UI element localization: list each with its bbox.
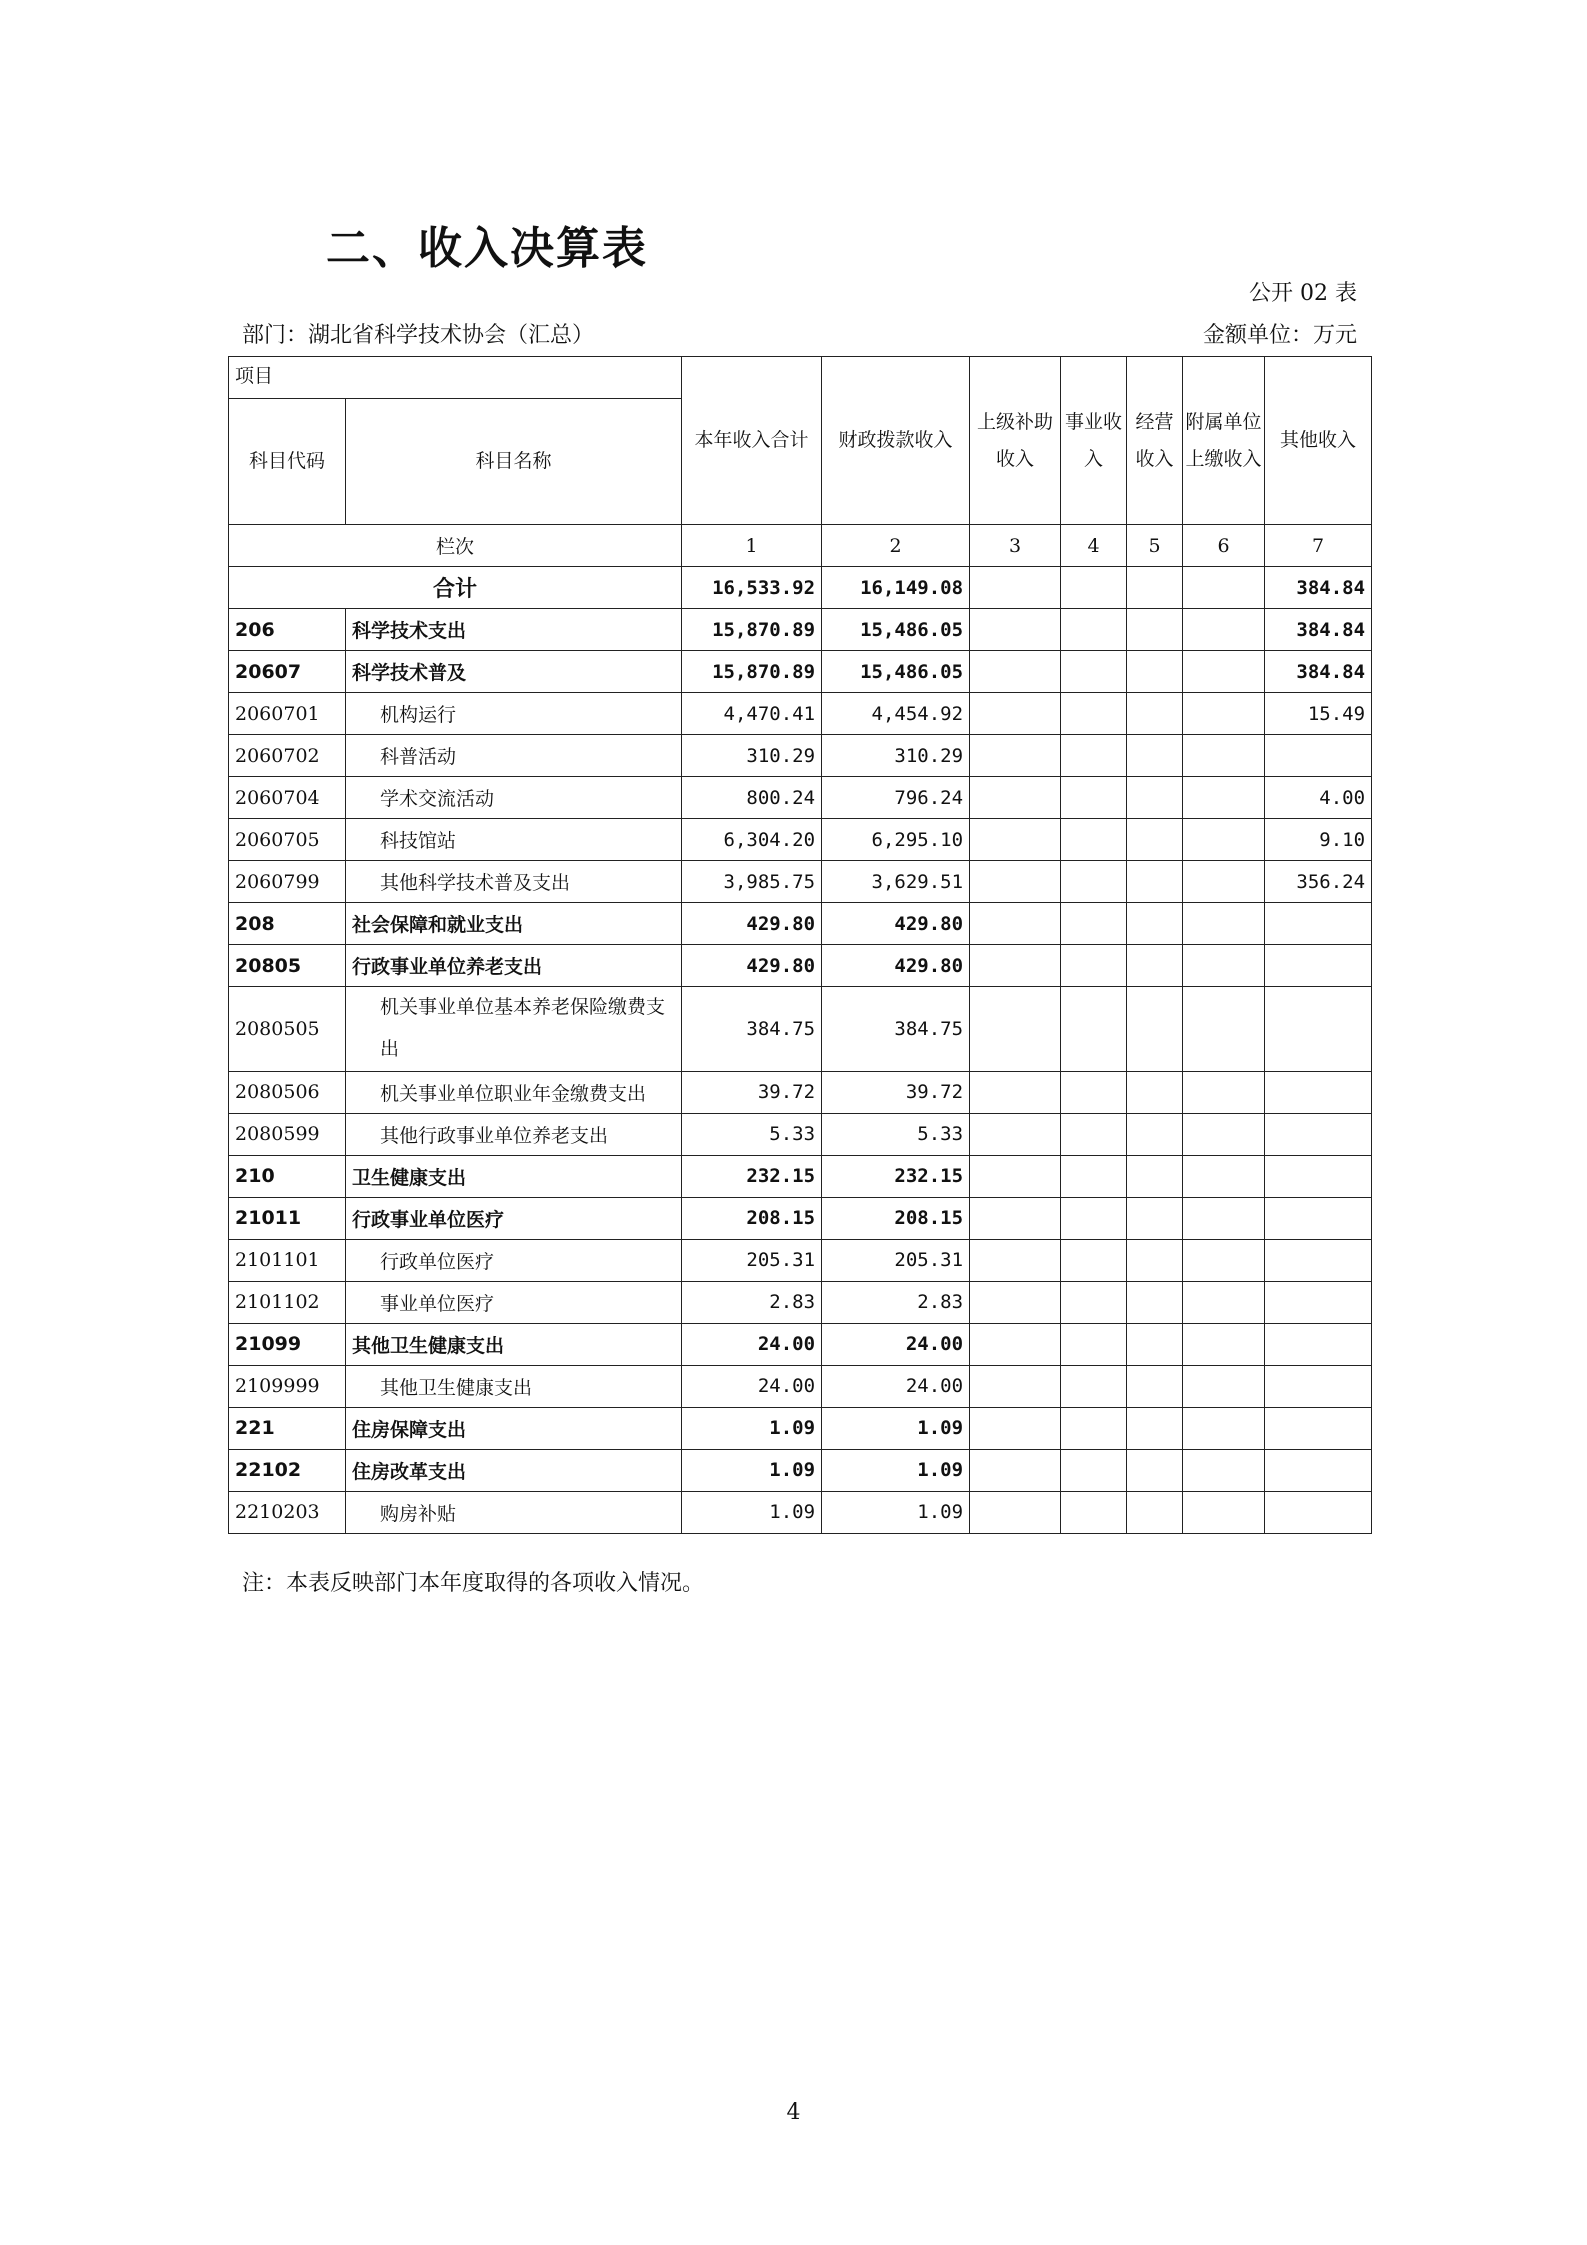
row-code: 2210203 — [229, 1491, 346, 1533]
row-name: 事业单位医疗 — [346, 1281, 682, 1323]
row-c3 — [970, 1449, 1061, 1491]
row-c2: 310.29 — [822, 735, 970, 777]
row-c6 — [1183, 1365, 1265, 1407]
row-name: 住房改革支出 — [346, 1449, 682, 1491]
row-c1: 1.09 — [682, 1407, 822, 1449]
row-c2: 1.09 — [822, 1449, 970, 1491]
table-row — [229, 651, 1372, 693]
row-code: 221 — [229, 1407, 346, 1449]
row-code: 210 — [229, 1155, 346, 1197]
row-c4 — [1061, 777, 1127, 819]
row-c5 — [1127, 945, 1183, 987]
total-label: 合计 — [229, 567, 682, 609]
row-c7 — [1265, 1197, 1372, 1239]
total-c1: 16,533.92 — [682, 567, 822, 609]
row-c6 — [1183, 693, 1265, 735]
row-c7 — [1265, 903, 1372, 945]
row-c7 — [1265, 1407, 1372, 1449]
row-c3 — [970, 735, 1061, 777]
total-c7: 384.84 — [1265, 567, 1372, 609]
header-total-income: 本年收入合计 — [682, 357, 822, 525]
header-lanci: 栏次 — [229, 525, 682, 567]
row-c1: 1.09 — [682, 1491, 822, 1533]
row-c2: 5.33 — [822, 1113, 970, 1155]
row-c5 — [1127, 1365, 1183, 1407]
row-c7 — [1265, 1071, 1372, 1113]
row-c5 — [1127, 903, 1183, 945]
row-code: 2080599 — [229, 1113, 346, 1155]
row-c1: 6,304.20 — [682, 819, 822, 861]
row-c2: 3,629.51 — [822, 861, 970, 903]
row-c6 — [1183, 1239, 1265, 1281]
row-c3 — [970, 903, 1061, 945]
row-name: 机关事业单位职业年金缴费支出 — [346, 1071, 682, 1113]
row-name: 科学技术支出 — [346, 609, 682, 651]
table-row — [229, 903, 1372, 945]
row-c6 — [1183, 987, 1265, 1072]
table-row — [229, 987, 1372, 1072]
row-c4 — [1061, 819, 1127, 861]
row-c4 — [1061, 1155, 1127, 1197]
row-code: 2101102 — [229, 1281, 346, 1323]
row-c6 — [1183, 819, 1265, 861]
row-c6 — [1183, 651, 1265, 693]
row-c1: 39.72 — [682, 1071, 822, 1113]
header-other-income: 其他收入 — [1265, 357, 1372, 525]
row-code: 20607 — [229, 651, 346, 693]
row-c2: 208.15 — [822, 1197, 970, 1239]
row-c4 — [1061, 1491, 1127, 1533]
row-c1: 232.15 — [682, 1155, 822, 1197]
row-c2: 24.00 — [822, 1323, 970, 1365]
row-c7: 384.84 — [1265, 651, 1372, 693]
row-c5 — [1127, 609, 1183, 651]
row-c3 — [970, 819, 1061, 861]
row-code: 2060702 — [229, 735, 346, 777]
row-name: 行政事业单位医疗 — [346, 1197, 682, 1239]
row-c3 — [970, 1365, 1061, 1407]
table-row — [229, 861, 1372, 903]
row-c4 — [1061, 1281, 1127, 1323]
row-c3 — [970, 1197, 1061, 1239]
row-code: 2080506 — [229, 1071, 346, 1113]
row-c2: 4,454.92 — [822, 693, 970, 735]
row-c5 — [1127, 693, 1183, 735]
row-code: 2060701 — [229, 693, 346, 735]
table-row — [229, 777, 1372, 819]
row-c2: 429.80 — [822, 903, 970, 945]
row-c7: 15.49 — [1265, 693, 1372, 735]
row-c4 — [1061, 1197, 1127, 1239]
row-code: 20805 — [229, 945, 346, 987]
row-c1: 24.00 — [682, 1365, 822, 1407]
row-c1: 15,870.89 — [682, 609, 822, 651]
row-c5 — [1127, 1113, 1183, 1155]
row-c2: 1.09 — [822, 1407, 970, 1449]
header-business-income: 事业收入 — [1061, 357, 1127, 525]
col-number: 2 — [822, 525, 970, 567]
row-name: 行政单位医疗 — [346, 1239, 682, 1281]
row-c2: 15,486.05 — [822, 651, 970, 693]
row-c3 — [970, 693, 1061, 735]
row-c7 — [1265, 1281, 1372, 1323]
row-c3 — [970, 1407, 1061, 1449]
row-c5 — [1127, 861, 1183, 903]
col-number: 3 — [970, 525, 1061, 567]
row-c5 — [1127, 735, 1183, 777]
row-code: 21011 — [229, 1197, 346, 1239]
row-c5 — [1127, 1491, 1183, 1533]
row-c3 — [970, 987, 1061, 1072]
row-c5 — [1127, 819, 1183, 861]
row-c2: 796.24 — [822, 777, 970, 819]
col-number: 4 — [1061, 525, 1127, 567]
row-name: 科技馆站 — [346, 819, 682, 861]
row-c7 — [1265, 1113, 1372, 1155]
row-c7 — [1265, 945, 1372, 987]
header-superior-subsidy: 上级补助收入 — [970, 357, 1061, 525]
row-c7: 4.00 — [1265, 777, 1372, 819]
row-c1: 208.15 — [682, 1197, 822, 1239]
row-c4 — [1061, 1365, 1127, 1407]
row-c2: 429.80 — [822, 945, 970, 987]
row-name: 卫生健康支出 — [346, 1155, 682, 1197]
page-number: 4 — [786, 2100, 801, 2125]
row-name: 其他行政事业单位养老支出 — [346, 1113, 682, 1155]
row-c7 — [1265, 735, 1372, 777]
row-c6 — [1183, 1113, 1265, 1155]
row-c4 — [1061, 903, 1127, 945]
row-c1: 24.00 — [682, 1323, 822, 1365]
row-code: 2109999 — [229, 1365, 346, 1407]
row-c1: 15,870.89 — [682, 651, 822, 693]
row-c6 — [1183, 945, 1265, 987]
row-c2: 39.72 — [822, 1071, 970, 1113]
row-name: 科普活动 — [346, 735, 682, 777]
table-row — [229, 693, 1372, 735]
row-c4 — [1061, 609, 1127, 651]
row-c7 — [1265, 1323, 1372, 1365]
row-c1: 800.24 — [682, 777, 822, 819]
row-c7: 356.24 — [1265, 861, 1372, 903]
row-c1: 384.75 — [682, 987, 822, 1072]
row-c6 — [1183, 1197, 1265, 1239]
row-c5 — [1127, 651, 1183, 693]
row-c6 — [1183, 903, 1265, 945]
table-row — [229, 1197, 1372, 1239]
row-c1: 4,470.41 — [682, 693, 822, 735]
table-row — [229, 1113, 1372, 1155]
row-c5 — [1127, 1407, 1183, 1449]
row-code: 21099 — [229, 1323, 346, 1365]
row-c1: 3,985.75 — [682, 861, 822, 903]
table-note: 注：本表反映部门本年度取得的各项收入情况。 — [242, 1571, 705, 1596]
table-row — [229, 1407, 1372, 1449]
row-name: 购房补贴 — [346, 1491, 682, 1533]
row-c4 — [1061, 1407, 1127, 1449]
row-c7 — [1265, 1449, 1372, 1491]
row-c6 — [1183, 861, 1265, 903]
row-name: 机构运行 — [346, 693, 682, 735]
row-name: 住房保障支出 — [346, 1407, 682, 1449]
row-c1: 310.29 — [682, 735, 822, 777]
row-c6 — [1183, 735, 1265, 777]
row-c3 — [970, 1071, 1061, 1113]
row-c1: 2.83 — [682, 1281, 822, 1323]
row-name: 其他卫生健康支出 — [346, 1365, 682, 1407]
row-code: 2060799 — [229, 861, 346, 903]
row-name: 社会保障和就业支出 — [346, 903, 682, 945]
header-project: 项目 — [229, 357, 682, 399]
col-number: 6 — [1183, 525, 1265, 567]
row-c1: 429.80 — [682, 945, 822, 987]
row-c5 — [1127, 1281, 1183, 1323]
header-operating-income: 经营收入 — [1127, 357, 1183, 525]
row-c7 — [1265, 1239, 1372, 1281]
table-row — [229, 945, 1372, 987]
row-c1: 429.80 — [682, 903, 822, 945]
row-c3 — [970, 1281, 1061, 1323]
row-c3 — [970, 1239, 1061, 1281]
table-row — [229, 735, 1372, 777]
row-c5 — [1127, 1071, 1183, 1113]
row-c2: 232.15 — [822, 1155, 970, 1197]
row-code: 2060704 — [229, 777, 346, 819]
total-c2: 16,149.08 — [822, 567, 970, 609]
row-c6 — [1183, 1323, 1265, 1365]
table-row — [229, 1239, 1372, 1281]
row-c7: 9.10 — [1265, 819, 1372, 861]
row-code: 208 — [229, 903, 346, 945]
amount-unit-label: 金额单位：万元 — [1202, 323, 1357, 348]
row-c5 — [1127, 987, 1183, 1072]
row-c1: 1.09 — [682, 1449, 822, 1491]
row-c2: 384.75 — [822, 987, 970, 1072]
table-row — [229, 819, 1372, 861]
row-c3 — [970, 1491, 1061, 1533]
row-c5 — [1127, 1197, 1183, 1239]
col-number: 7 — [1265, 525, 1372, 567]
row-name: 科学技术普及 — [346, 651, 682, 693]
header-affiliate-income: 附属单位上缴收入 — [1183, 357, 1265, 525]
row-c2: 1.09 — [822, 1491, 970, 1533]
row-c6 — [1183, 1407, 1265, 1449]
row-c1: 205.31 — [682, 1239, 822, 1281]
row-name: 学术交流活动 — [346, 777, 682, 819]
table-row — [229, 1449, 1372, 1491]
row-c4 — [1061, 1323, 1127, 1365]
row-c2: 2.83 — [822, 1281, 970, 1323]
row-code: 2101101 — [229, 1239, 346, 1281]
department-label: 部门：湖北省科学技术协会（汇总） — [242, 323, 595, 348]
row-c7: 384.84 — [1265, 609, 1372, 651]
row-c6 — [1183, 777, 1265, 819]
row-c4 — [1061, 693, 1127, 735]
row-code: 22102 — [229, 1449, 346, 1491]
total-row — [229, 567, 1372, 609]
row-c1: 5.33 — [682, 1113, 822, 1155]
row-c4 — [1061, 861, 1127, 903]
row-c4 — [1061, 945, 1127, 987]
row-c7 — [1265, 987, 1372, 1072]
row-c3 — [970, 1113, 1061, 1155]
page-title: 二、收入决算表 — [326, 223, 648, 274]
row-c4 — [1061, 1071, 1127, 1113]
row-c3 — [970, 651, 1061, 693]
row-c4 — [1061, 1113, 1127, 1155]
row-c3 — [970, 777, 1061, 819]
table-row — [229, 1491, 1372, 1533]
income-table — [228, 356, 1372, 1534]
row-c5 — [1127, 1239, 1183, 1281]
row-name: 其他科学技术普及支出 — [346, 861, 682, 903]
row-c4 — [1061, 735, 1127, 777]
row-name: 机关事业单位基本养老保险缴费支出 — [346, 987, 682, 1072]
form-number: 公开 02 表 — [1249, 281, 1357, 306]
row-c3 — [970, 609, 1061, 651]
col-number: 1 — [682, 525, 822, 567]
row-c4 — [1061, 987, 1127, 1072]
table-row — [229, 1281, 1372, 1323]
row-c5 — [1127, 1155, 1183, 1197]
row-c5 — [1127, 1323, 1183, 1365]
row-c3 — [970, 945, 1061, 987]
row-code: 2080505 — [229, 987, 346, 1072]
table-row — [229, 1323, 1372, 1365]
col-number: 5 — [1127, 525, 1183, 567]
row-c2: 205.31 — [822, 1239, 970, 1281]
header-code: 科目代码 — [229, 399, 346, 525]
row-c6 — [1183, 1449, 1265, 1491]
row-c4 — [1061, 1449, 1127, 1491]
table-row — [229, 1155, 1372, 1197]
row-c7 — [1265, 1155, 1372, 1197]
table-row — [229, 1071, 1372, 1113]
header-name: 科目名称 — [346, 399, 682, 525]
row-c5 — [1127, 777, 1183, 819]
row-c6 — [1183, 609, 1265, 651]
header-fiscal-income: 财政拨款收入 — [822, 357, 970, 525]
row-code: 206 — [229, 609, 346, 651]
row-c2: 6,295.10 — [822, 819, 970, 861]
row-c3 — [970, 1323, 1061, 1365]
row-c6 — [1183, 1155, 1265, 1197]
row-c6 — [1183, 1071, 1265, 1113]
row-code: 2060705 — [229, 819, 346, 861]
table-row — [229, 1365, 1372, 1407]
row-c7 — [1265, 1491, 1372, 1533]
row-c4 — [1061, 1239, 1127, 1281]
row-c6 — [1183, 1491, 1265, 1533]
row-c7 — [1265, 1365, 1372, 1407]
row-c2: 24.00 — [822, 1365, 970, 1407]
row-c3 — [970, 1155, 1061, 1197]
row-c4 — [1061, 651, 1127, 693]
row-c3 — [970, 861, 1061, 903]
row-name: 其他卫生健康支出 — [346, 1323, 682, 1365]
row-name: 行政事业单位养老支出 — [346, 945, 682, 987]
row-c2: 15,486.05 — [822, 609, 970, 651]
table-row — [229, 609, 1372, 651]
row-c6 — [1183, 1281, 1265, 1323]
row-c5 — [1127, 1449, 1183, 1491]
